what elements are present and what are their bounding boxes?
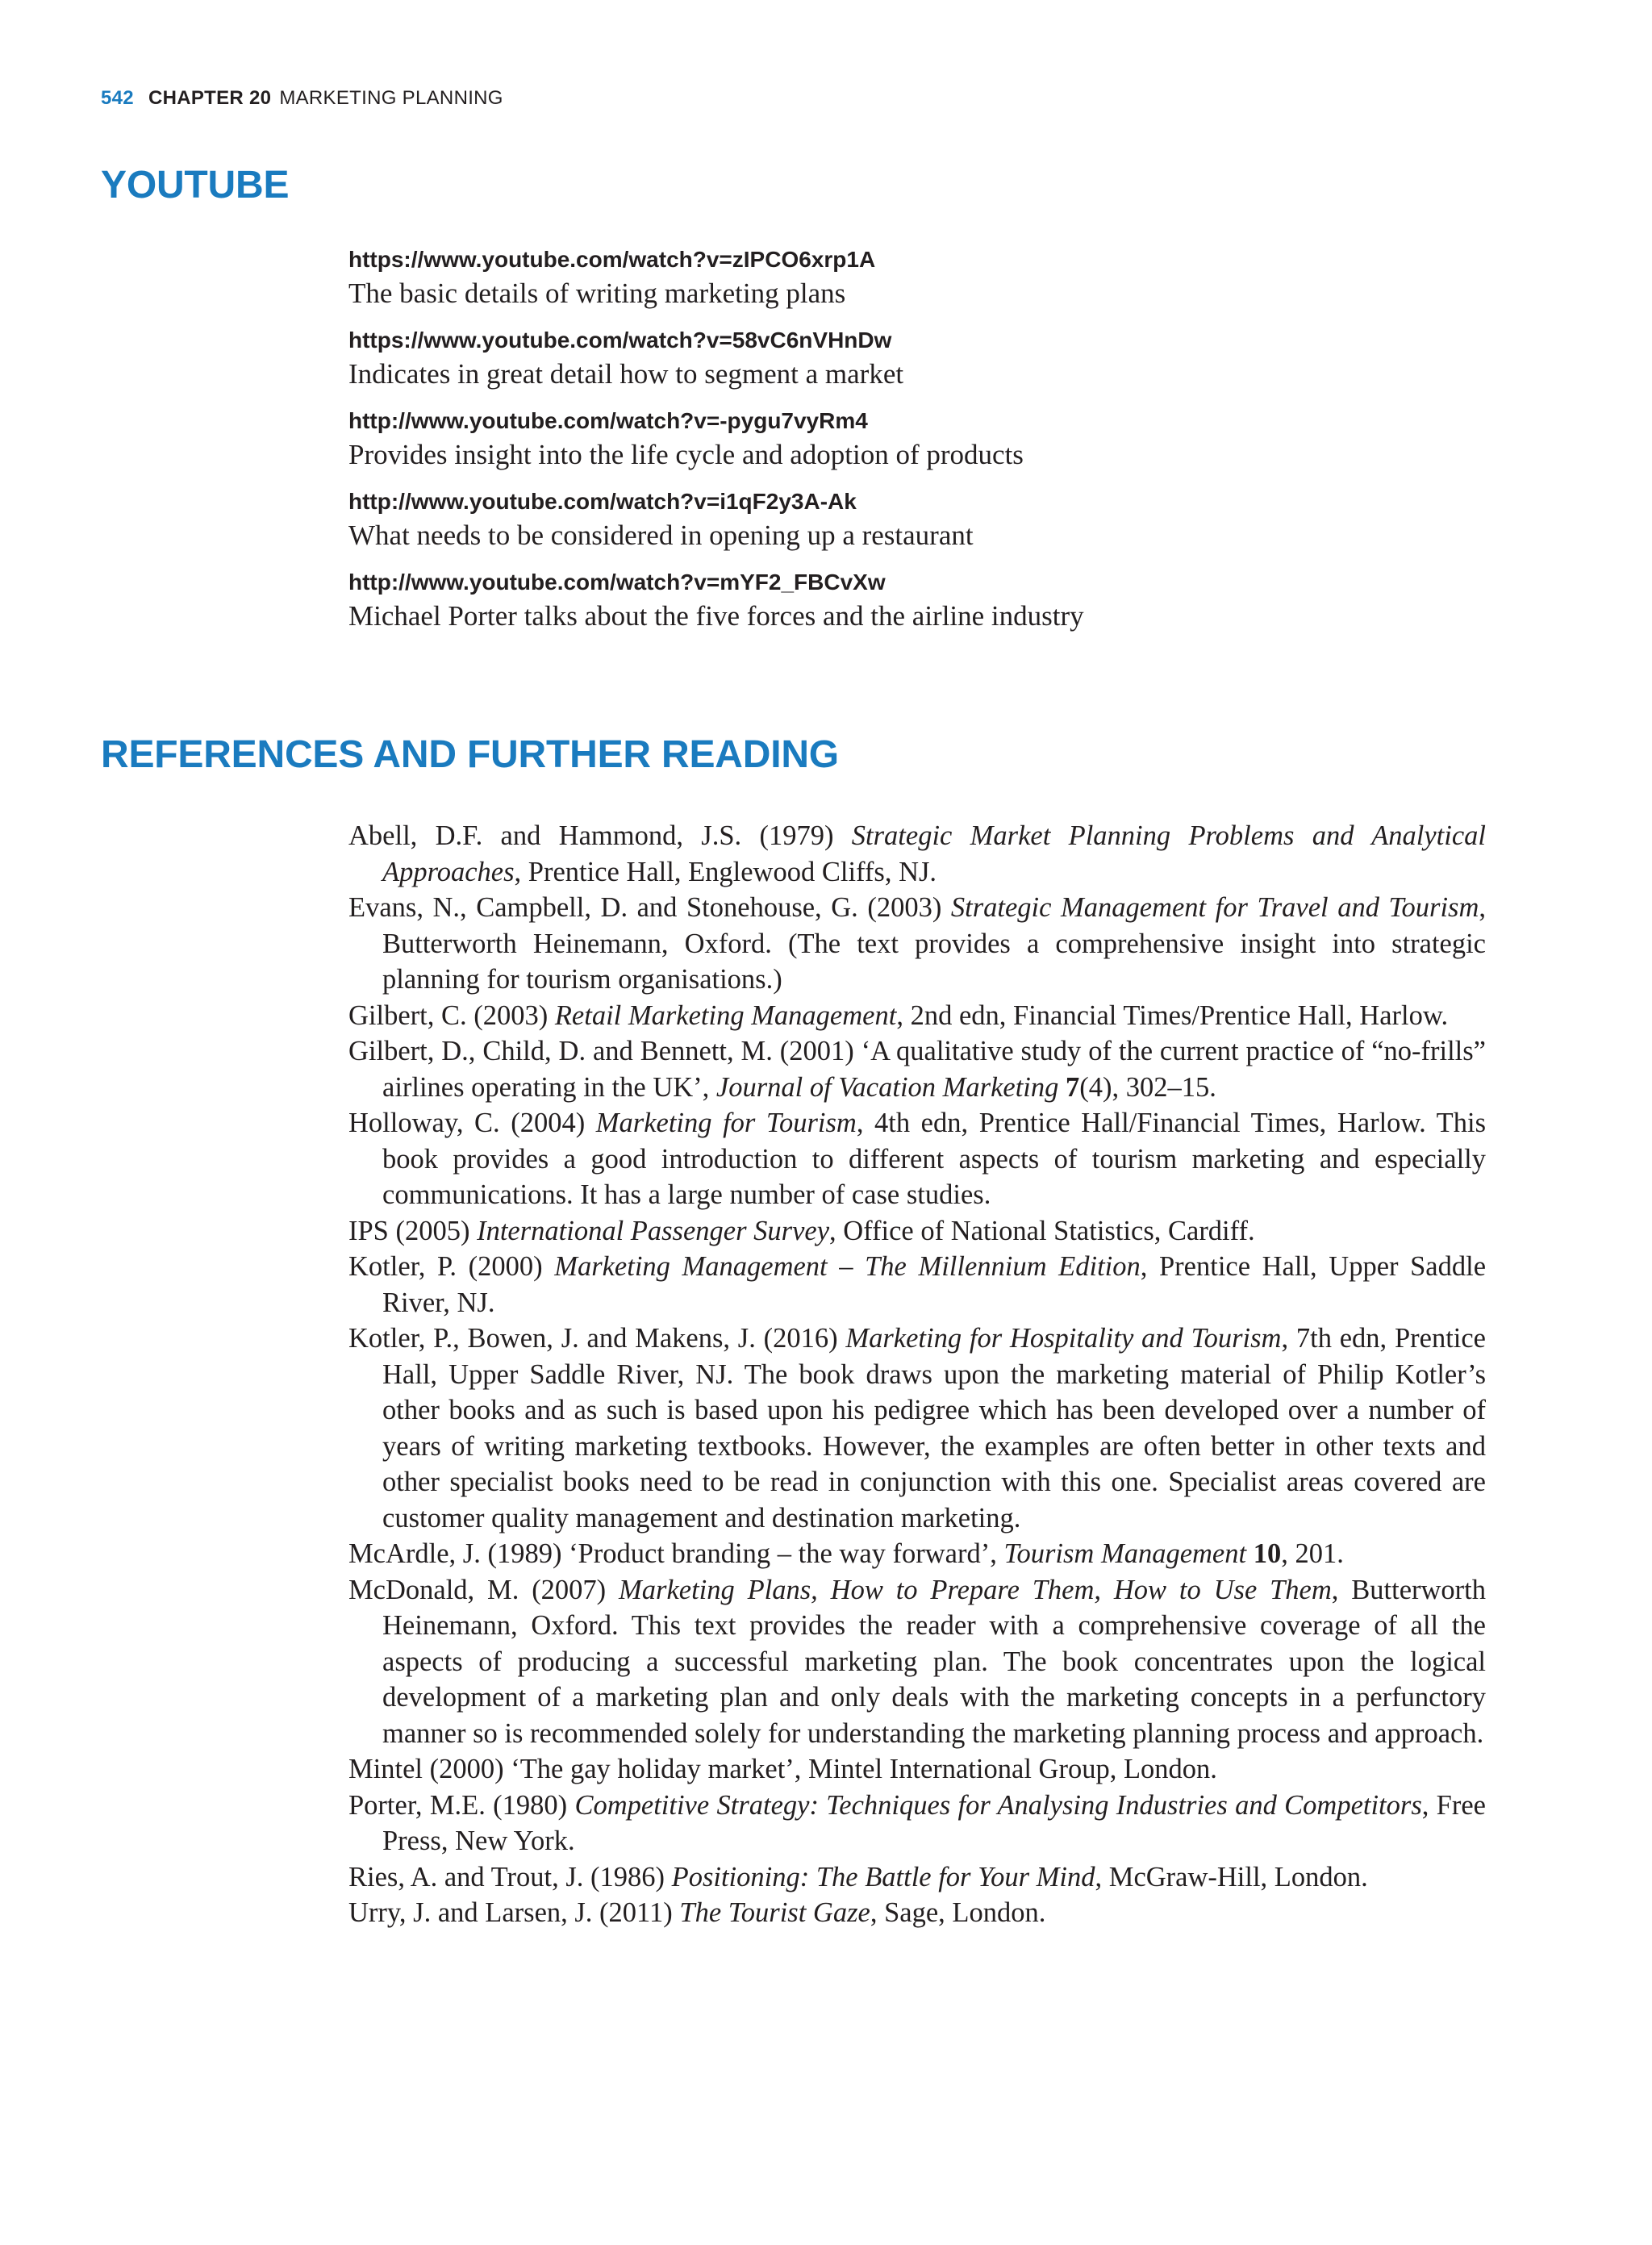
reference-text: Kotler, P. (2000) bbox=[348, 1251, 555, 1282]
youtube-description: What needs to be considered in opening up a restaurant bbox=[348, 520, 974, 551]
youtube-link[interactable]: https://www.youtube.com/watch?v=58vC6nVHnDw bbox=[348, 328, 892, 353]
reference-title: International Passenger Survey bbox=[477, 1215, 830, 1246]
youtube-heading: YOUTUBE bbox=[101, 164, 290, 207]
reference-text: Kotler, P., Bowen, J. and Makens, J. (2016) bbox=[348, 1323, 846, 1354]
chapter-label: CHAPTER 20 bbox=[148, 87, 272, 109]
reference-entry bbox=[348, 818, 1486, 890]
reference-text: , Prentice Hall, Englewood Cliffs, NJ. bbox=[514, 856, 937, 887]
reference-title: Marketing Plans, How to Prepare Them, How to Use Them bbox=[619, 1574, 1332, 1605]
youtube-description: Michael Porter talks about the five forces and the airline industry bbox=[348, 600, 1084, 632]
reference-text: McArdle, J. (1989) ‘Product branding – the way forward’, bbox=[348, 1538, 1004, 1569]
reference-entry bbox=[348, 998, 1486, 1034]
reference-entry bbox=[348, 1572, 1486, 1752]
youtube-link[interactable]: https://www.youtube.com/watch?v=zIPCO6xrp1A bbox=[348, 247, 876, 272]
reference-entry bbox=[348, 1859, 1486, 1896]
youtube-item bbox=[348, 566, 1494, 647]
reference-title: Marketing for Tourism bbox=[595, 1108, 857, 1138]
reference-text: , Butterworth Heinemann, Oxford. (The text provides a comprehensive insight into strategic planning for tourism organisations.) bbox=[382, 892, 1486, 995]
reference-title: Competitive Strategy: Techniques for Analysing Industries and Competitors bbox=[574, 1789, 1422, 1821]
reference-title: Marketing for Hospitality and Tourism bbox=[845, 1323, 1282, 1354]
youtube-description: Provides insight into the life cycle and adoption of products bbox=[348, 439, 1024, 470]
youtube-description: Indicates in great detail how to segment a market bbox=[348, 358, 904, 390]
reference-text: Gilbert, C. (2003) bbox=[348, 999, 555, 1031]
reference-text: IPS (2005) bbox=[348, 1215, 478, 1246]
reference-entry bbox=[348, 1895, 1486, 1931]
reference-text: Ries, A. and Trout, J. (1986) bbox=[348, 1861, 672, 1892]
reference-text: Abell, D.F. and Hammond, J.S. (1979) bbox=[348, 820, 852, 851]
reference-text: Mintel (2000) ‘The gay holiday market’, Mintel International Group, London. bbox=[348, 1754, 1217, 1784]
references-heading: REFERENCES AND FURTHER READING bbox=[101, 733, 839, 776]
youtube-link[interactable]: http://www.youtube.com/watch?v=-pygu7vyRm4 bbox=[348, 408, 868, 433]
reference-text: , Office of National Statistics, Cardiff. bbox=[829, 1215, 1255, 1246]
page-number: 542 bbox=[101, 87, 134, 109]
reference-text: , Butterworth Heinemann, Oxford. This text provides the reader with a comprehensive coverage of all the aspects of producing a successful marketing plan. The book concentrates upon the logical development of a marketing plan and only deals with the marketing concepts in a perfunctory manner so is recommended solely for understanding the marketing planning process and approach. bbox=[382, 1574, 1486, 1749]
youtube-item bbox=[348, 486, 1494, 566]
reference-entry bbox=[348, 890, 1486, 998]
reference-entry bbox=[348, 1105, 1486, 1213]
reference-entry bbox=[348, 1751, 1486, 1788]
reference-volume: 7 bbox=[1066, 1071, 1080, 1103]
youtube-link[interactable]: http://www.youtube.com/watch?v=i1qF2y3A-Ak bbox=[348, 489, 857, 514]
reference-title: Strategic Market Planning Problems and Analytical Approaches bbox=[382, 820, 1486, 887]
reference-title: Tourism Management bbox=[1003, 1538, 1247, 1569]
youtube-item bbox=[348, 405, 1494, 486]
reference-text: McDonald, M. (2007) bbox=[348, 1574, 620, 1605]
reference-text: , 7th edn, Prentice Hall, Upper Saddle River, NJ. The book draws upon the marketing material of Philip Kotler’s other books and as such is based upon his pedigree which has been developed over a number of years of writing marketing textbooks. However, the examples are often better in other texts and other specialist books need to be read in conjunction with this one. Specialist areas covered are customer quality management and destination marketing. bbox=[382, 1323, 1486, 1534]
reference-title: Marketing Management – The Millennium Edition bbox=[554, 1251, 1141, 1282]
reference-title: Positioning: The Battle for Your Mind bbox=[671, 1861, 1095, 1892]
reference-text: , 2nd edn, Financial Times/Prentice Hall, Harlow. bbox=[896, 999, 1449, 1031]
youtube-list bbox=[348, 244, 1494, 647]
reference-entry bbox=[348, 1033, 1486, 1105]
reference-volume: 10 bbox=[1253, 1538, 1282, 1569]
reference-text: , Free Press, New York. bbox=[382, 1789, 1486, 1856]
reference-text: (4), 302–15. bbox=[1079, 1071, 1216, 1103]
reference-text: Gilbert, D., Child, D. and Bennett, M. (2001) ‘A qualitative study of the current practice of “no-frills” airlines operating in the UK’, bbox=[348, 1036, 1486, 1103]
reference-text: Urry, J. and Larsen, J. (2011) bbox=[348, 1897, 680, 1928]
running-head bbox=[101, 87, 503, 110]
youtube-link[interactable]: http://www.youtube.com/watch?v=mYF2_FBCvXw bbox=[348, 570, 886, 595]
reference-list bbox=[348, 818, 1486, 1931]
reference-title: The Tourist Gaze bbox=[679, 1897, 870, 1928]
reference-text: , 4th edn, Prentice Hall/Financial Times, Harlow. This book provides a good introduction to different aspects of tourism marketing and especially communications. It has a large number of case studies. bbox=[382, 1108, 1486, 1210]
reference-text: , Prentice Hall, Upper Saddle River, NJ. bbox=[382, 1251, 1487, 1318]
youtube-item bbox=[348, 324, 1494, 405]
reference-text: , McGraw-Hill, London. bbox=[1095, 1861, 1368, 1892]
chapter-title: MARKETING PLANNING bbox=[279, 87, 503, 109]
youtube-item bbox=[348, 244, 1494, 324]
reference-title: Retail Marketing Management bbox=[554, 999, 897, 1031]
reference-title: Strategic Management for Travel and Tourism bbox=[950, 892, 1479, 923]
reference-entry bbox=[348, 1536, 1486, 1572]
reference-entry bbox=[348, 1249, 1486, 1321]
youtube-description: The basic details of writing marketing plans bbox=[348, 277, 846, 309]
reference-text: Evans, N., Campbell, D. and Stonehouse, G. (2003) bbox=[348, 892, 951, 923]
reference-entry bbox=[348, 1213, 1486, 1250]
reference-text: Porter, M.E. (1980) bbox=[348, 1789, 575, 1821]
reference-text: , 201. bbox=[1281, 1538, 1344, 1569]
reference-entry bbox=[348, 1321, 1486, 1536]
reference-text: , Sage, London. bbox=[870, 1897, 1046, 1928]
reference-text: Holloway, C. (2004) bbox=[348, 1108, 596, 1138]
reference-entry bbox=[348, 1788, 1486, 1859]
reference-title: Journal of Vacation Marketing bbox=[715, 1071, 1059, 1103]
